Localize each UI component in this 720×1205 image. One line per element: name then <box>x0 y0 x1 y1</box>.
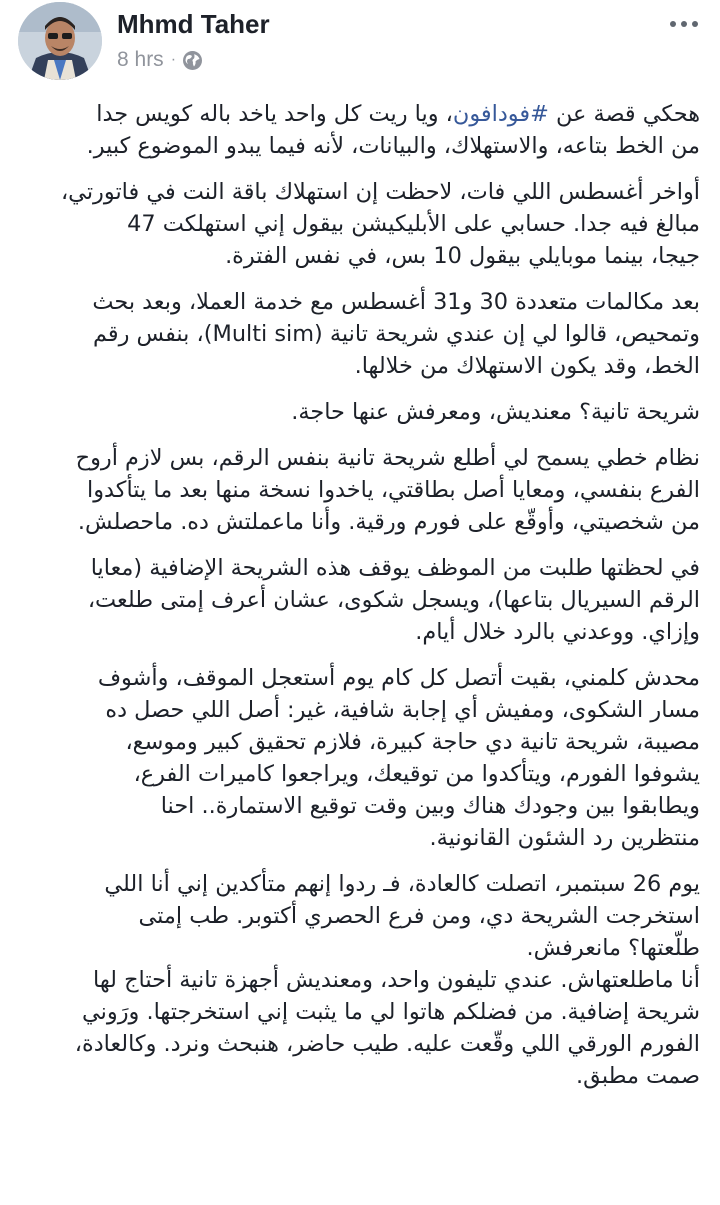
post-line: من شخصيتي، وأوقّع على فورم ورقية. وأنا ماعملتش ده. ماحصلش. <box>77 509 700 535</box>
post-text: هحكي قصة عن <box>548 101 700 127</box>
post-line: أواخر أغسطس اللي فات، لاحظت إن استهلاك باقة النت في فاتورتي، <box>60 179 700 205</box>
post-line: طلّعتها؟ مانعرفش. <box>526 935 700 961</box>
globe-icon <box>182 50 203 71</box>
post-line: أنا ماطلعتهاش. عندي تليفون واحد، ومعنديش أجهزة تانية أحتاج لها <box>93 967 700 993</box>
post-line <box>22 98 700 130</box>
more-options-icon[interactable] <box>670 18 698 30</box>
post-paragraph <box>22 868 700 964</box>
post-paragraph <box>22 176 700 272</box>
post-paragraph <box>22 552 700 648</box>
post-line: وتمحيص، قالوا لي إن عندي شريحة تانية (Multi sim)، بنفس رقم <box>93 321 700 347</box>
post-line: وإزاي. ووعدني بالرد خلال أيام. <box>415 619 700 645</box>
post-line: الفرع بنفسي، ومعايا أصل بطاقتي، ياخدوا نسخة منها بعد ما يتأكدوا <box>87 477 700 503</box>
post-line: يشوفوا الفورم، ويتأكدوا من توقيعك، ويراجعوا كاميرات الفرع، <box>133 761 700 787</box>
post-paragraph <box>22 98 700 162</box>
post-line: منتظرين رد الشئون القانونية. <box>429 825 700 851</box>
post-line: الخط، وقد يكون الاستهلاك من خلالها. <box>354 353 700 379</box>
post-paragraph <box>22 396 700 428</box>
hashtag-link[interactable]: #فودافون <box>452 101 549 127</box>
post-line: ويطابقوا بين وجودك هناك وبين وقت توقيع الاستمارة.. احنا <box>160 793 700 819</box>
author-name[interactable]: Mhmd Taher <box>117 9 270 39</box>
post-meta <box>117 47 203 73</box>
post-line: صمت مطبق. <box>576 1063 700 1089</box>
post-timestamp[interactable]: 8 hrs <box>117 48 164 71</box>
post-line: مصيبة، شريحة تانية دي حاجة كبيرة، فلازم تحقيق كبير وموسع، <box>125 729 700 755</box>
post-paragraph <box>22 442 700 538</box>
post-line: محدش كلمني، بقيت أتصل كل كام يوم أستعجل الموقف، وأشوف <box>97 665 700 691</box>
author-avatar[interactable] <box>18 2 102 80</box>
more-dot <box>681 21 687 27</box>
post-line: شريحة تانية؟ معنديش، ومعرفش عنها حاجة. <box>291 399 700 425</box>
post-line: شريحة إضافية. من فضلكم هاتوا لي ما يثبت إني استخرجتها. ورَوني <box>82 999 700 1025</box>
post-line: بعد مكالمات متعددة 30 و31 أغسطس مع خدمة العملا، وبعد بحث <box>92 289 700 315</box>
post-line: مبالغ فيه جدا. حسابي على الأبليكيشن بيقول إني استهلكت 47 <box>127 211 700 237</box>
post-line: جيجا، بينما موبايلي بيقول 10 بس، في نفس الفترة. <box>225 243 700 269</box>
post-body <box>22 98 700 1106</box>
post-text: ، ويا ريت كل واحد ياخد باله كويس جدا <box>96 101 453 127</box>
more-dot <box>692 21 698 27</box>
post-line: من الخط بتاعه، والاستهلاك، والبيانات، لأنه فيما يبدو الموضوع كبير. <box>86 133 700 159</box>
post-header <box>0 0 720 90</box>
post-line: الفورم الورقي اللي وقّعت عليه. طيب حاضر، هنبحث ونرد. وكالعادة، <box>74 1031 700 1057</box>
post-paragraph <box>22 662 700 854</box>
post-line: الرقم السيريال بتاعها)، ويسجل شكوى، عشان أعرف إمتى طلعت، <box>87 587 700 613</box>
meta-separator: · <box>170 51 177 68</box>
post-line: استخرجت الشريحة دي، ومن فرع الحصري أكتوبر. طب إمتى <box>138 903 700 929</box>
post-line: يوم 26 سبتمبر، اتصلت كالعادة، فـ ردوا إنهم متأكدين إني أنا اللي <box>104 871 700 897</box>
post-line: نظام خطي يسمح لي أطلع شريحة تانية بنفس الرقم، بس لازم أروح <box>75 445 700 471</box>
post-paragraph <box>22 286 700 382</box>
post-line: في لحظتها طلبت من الموظف يوقف هذه الشريحة الإضافية (معايا <box>90 555 700 581</box>
post-line: مسار الشكوى، ومفيش أي إجابة شافية، غير: أصل اللي حصل ده <box>105 697 700 723</box>
post-paragraph <box>22 964 700 1092</box>
more-dot <box>670 21 676 27</box>
